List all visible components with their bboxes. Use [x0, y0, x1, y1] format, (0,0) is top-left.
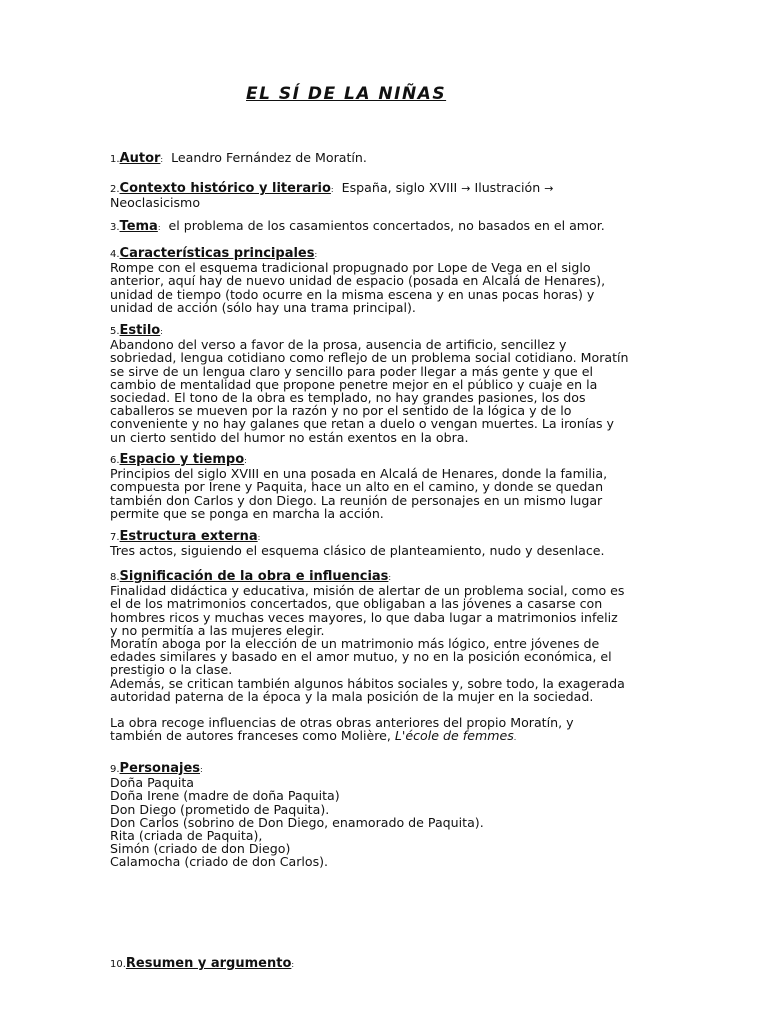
character-item: Calamocha (criado de don Carlos).	[110, 854, 329, 870]
heading-colon: :	[244, 456, 247, 465]
period: .	[513, 733, 517, 743]
paragraph-line: compuesta por Irene y Paquita, hace un alto en el camino, y donde se quedan	[110, 479, 604, 495]
paragraph-line: Tres actos, siguiendo el esquema clásico de planteamiento, nudo y desenlace.	[110, 543, 605, 559]
paragraph-line: Finalidad didáctica y educativa, misión de alertar de un problema social, como es	[110, 583, 625, 599]
section-text: Neoclasicismo	[110, 195, 201, 211]
section-heading: Espacio y tiempo	[119, 452, 245, 467]
section-tema	[110, 219, 658, 234]
paragraph-line: unidad de acción (sólo hay una trama principal).	[110, 299, 416, 315]
section-heading: Estilo	[119, 323, 161, 338]
section-estructura	[110, 529, 658, 557]
heading-colon: :	[291, 960, 295, 969]
section-heading: Tema	[119, 219, 158, 234]
paragraph-line: el de los matrimonios concertados, que obligaban a las jóvenes a casarse con	[110, 596, 603, 612]
paragraph-line: cambio de mentalidad que propone penetre mejor en el público y cuaje en la	[110, 376, 598, 392]
section-heading: Estructura externa	[119, 529, 258, 544]
heading-colon: :	[388, 573, 392, 582]
heading-colon: :	[314, 250, 318, 259]
section-heading: Personajes	[119, 761, 201, 776]
section-number: 10.	[110, 959, 126, 970]
section-number: 8.	[110, 572, 120, 583]
section-number: 5.	[110, 326, 120, 337]
section-espacio-tiempo	[110, 452, 658, 520]
character-item: Rita (criada de Paquita),	[110, 828, 263, 844]
paragraph-line: edades similares y basado en el amor mutuo, y no en la posición económica, el	[110, 649, 612, 665]
paragraph-line: anterior, aquí hay de nuevo unidad de espacio (posada en Alcalá de Henares),	[110, 273, 606, 289]
paragraph-line: prestigio o la clase.	[110, 662, 233, 678]
section-heading: Contexto histórico y literario	[119, 181, 331, 196]
paragraph-line: Abandono del verso a favor de la prosa, ausencia de artificio, sencillez y	[110, 337, 567, 353]
section-text: Ilustración	[474, 180, 541, 195]
section-personajes	[110, 761, 658, 869]
character-item: Simón (criado de don Diego)	[110, 841, 291, 857]
paragraph-line: conveniente y no hay galanes que retan a duelo o vengan muertes. La ironías y	[110, 416, 614, 432]
section-text: el problema de los casamientos concertados, no basados en el amor.	[168, 218, 605, 233]
section-number: 4.	[110, 249, 120, 260]
paragraph-line: sobriedad, lengua cotidiano como reflejo de un problema social cotidiano. Moratín	[110, 350, 629, 366]
section-contexto	[110, 181, 658, 209]
paragraph-line: autoridad paterna de la época y la mala posición de la mujer en la sociedad.	[110, 688, 594, 704]
section-number: 1.	[110, 154, 120, 165]
paragraph-line: hombres ricos y muchas veces mayores, lo que daba lugar a matrimonios infeliz	[110, 609, 618, 625]
paragraph-line: unidad de tiempo (todo ocurre en la misma escena y en unas pocas horas) y	[110, 286, 595, 302]
arrow-right-icon: →	[544, 182, 554, 195]
document-title: EL SÍ DE LA NIÑAS	[246, 84, 447, 104]
section-text: España, siglo XVIII	[341, 180, 458, 195]
paragraph-line: permite que se ponga en marcha la acción.	[110, 505, 384, 521]
paragraph-line: Además, se critican también algunos hábitos sociales y, sobre todo, la exagerada	[110, 675, 625, 691]
heading-colon: :	[330, 185, 334, 194]
character-item: Don Diego (prometido de Paquita).	[110, 801, 330, 817]
section-number: 7.	[110, 532, 120, 543]
paragraph-line: La obra recoge influencias de otras obras anteriores del propio Moratín, y	[110, 715, 574, 731]
section-caracteristicas	[110, 246, 658, 314]
section-heading: Significación de la obra e influencias	[119, 569, 389, 584]
section-significacion	[110, 569, 658, 744]
character-item: Doña Paquita	[110, 775, 194, 791]
paragraph-line: un cierto sentido del humor no están exentos en la obra.	[110, 429, 469, 445]
character-item: Doña Irene (madre de doña Paquita)	[110, 788, 340, 804]
paragraph-line: caballeros se mueven por la razón y no por el sentido de la lógica y de lo	[110, 403, 572, 419]
heading-colon: :	[157, 223, 161, 232]
work-title: L'école de femmes	[394, 728, 514, 744]
section-number: 3.	[110, 222, 120, 233]
heading-colon: :	[257, 533, 261, 542]
heading-colon: :	[200, 765, 203, 774]
section-heading: Autor	[119, 151, 161, 166]
paragraph-line: también don Carlos y don Diego. La reunión de personajes en un mismo lugar	[110, 492, 603, 508]
section-number: 6.	[110, 455, 120, 466]
section-heading: Resumen y argumento	[125, 956, 292, 971]
paragraph-line: y no permitía a las mujeres elegir.	[110, 622, 325, 638]
paragraph-line: Moratín aboga por la elección de un matrimonio más lógico, entre jóvenes de	[110, 636, 600, 652]
section-autor	[110, 151, 658, 166]
section-number: 9.	[110, 764, 120, 775]
heading-colon: :	[160, 327, 163, 336]
heading-colon: :	[160, 155, 164, 164]
paragraph-line: se sirve de un lengua claro y sencillo para poder llegar a más gente y que el	[110, 363, 594, 379]
paragraph-line: Principios del siglo XVIII en una posada en Alcalá de Henares, donde la familia,	[110, 466, 608, 482]
paragraph-line: Rompe con el esquema tradicional propugnado por Lope de Vega en el siglo	[110, 260, 591, 276]
section-heading: Características principales	[119, 246, 315, 261]
section-estilo	[110, 323, 658, 444]
paragraph-line: sociedad. El tono de la obra es templado, no hay grandes pasiones, los dos	[110, 390, 586, 406]
paragraph-text: también de autores franceses como Molière,	[110, 728, 391, 744]
section-number: 2.	[110, 184, 120, 195]
section-text: Leandro Fernández de Moratín.	[171, 150, 367, 165]
section-resumen	[110, 956, 658, 971]
character-item: Don Carlos (sobrino de Don Diego, enamorado de Paquita).	[110, 814, 484, 830]
arrow-right-icon: →	[461, 182, 471, 195]
